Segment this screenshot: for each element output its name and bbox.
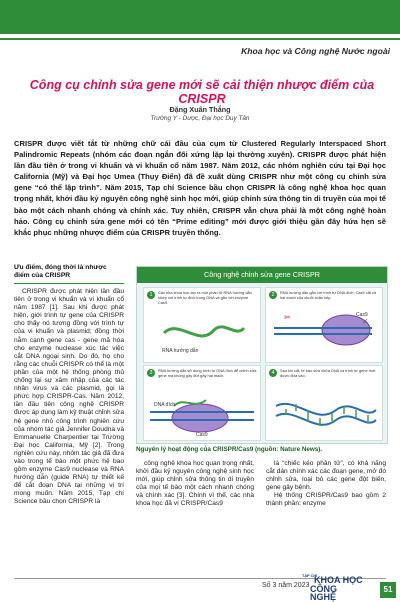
- dna-label: DNA đích: [154, 402, 176, 408]
- body-paragraph: Hệ thống CRISPR/Cas9 bao gồm 2 thành phần: enzyme: [266, 492, 386, 508]
- figure-crispr: [136, 266, 388, 444]
- panel-text: Các nhà khoa học tạo ra một phân tử RNA hướng dẫn khớp với trình tự đích trong DNA và gắn với enzyme Cas9.: [158, 290, 252, 305]
- body-column-1: [14, 288, 124, 507]
- top-banner-fill: [0, 0, 400, 34]
- article-abstract: [14, 138, 386, 238]
- logo-line-1: KHOA HỌC: [314, 575, 363, 585]
- abstract-text: CRISPR được viết tắt từ những chữ cái đầu của cụm từ Clustered Regularly Interspaced Short Palindromic Repeats (nhóm các đoạn ngắn đối xứng lặp lại thường xuyên). CRISPR được phát hiện lần đầu tiên ở trong vi khuẩn và vi khuẩn cổ năm 1987. Năm 2012, các nhóm nghiên cứu tại Đại học California (Mỹ) và Đại học Umea (Thụy Điển) đã đề xuất dùng CRISPR như một công cụ chỉnh sửa gene “có thể lập trình”. Năm 2015, Tạp chí Science bầu chọn CRISPR là công nghệ khoa học quan trọng nhất, khởi đầu kỷ nguyên công nghệ sinh học mới, giúp chỉnh sửa thông tin di truyền của mọi tế bào một cách nhanh chóng và chính xác. Tuy nhiên, CRISPR vẫn chưa phải là một công nghệ hoàn hảo. Công cụ chỉnh sửa gene mới có tên “Prime editing” mới được giới thiệu gần đây hứa hẹn sẽ khắc phục những nhược điểm của CRISPR truyền thống.: [14, 139, 386, 237]
- page-number: 51: [380, 582, 396, 598]
- body-paragraph: CRISPR được phát hiện lần đầu tiên ở trong vi khuẩn và vi khuẩn cổ năm 1987 [1]. Sau khi được phát hiện, giới trình tự gene của CRISPR cho thấy nó tương đồng với trình tự của vi khuẩn và plasmid; đồng thời nằm cạnh gene cas - gene mã hóa cho enzyme nuclease xúc tác việc cắt DNA ngoại sinh. Do đó, họ cho rằng các chuỗi CRISPR có thể là một phần của một hệ thống phòng thủ chống lại sự xâm nhập của các tác nhân virus và các plasmid, gọi là phức hợp CRISPR-Cas. Năm 2012, lần đầu tiên công nghệ CRISPR được áp dụng làm kỹ thuật chỉnh sửa hệ gene nhỏ công trình nghiên cứu của nhóm tác giả Jennifer Doudna và Emmanuelle Charpentier tại Trường Đại học California, Mỹ [2]. Trong nghiên cứu này, nhóm tác giả đã đưa vào trong tế bào một phức hệ bao gồm enzyme Cas9 nuclease và RNA hướng dẫn (guide RNA) tự thiết kế để cắt đoạn DNA tại những vị trí mong muốn. Năm 2015, Tạp chí Science bầu chọn CRISPR là: [14, 288, 124, 506]
- logo-small-text: TẠP CHÍ: [302, 574, 318, 578]
- issue-label: Số 3 năm 2023: [262, 582, 310, 589]
- body-paragraph: công nghệ khoa học quan trọng nhất, khởi đầu kỷ nguyên công nghệ sinh học mới, giúp chỉnh sửa thông tin di truyền của mọi tế bào một cách nhanh chóng và chính xác [3]. Chính vì thế, các nhà khoa học đã ví CRISPR/Cas9: [136, 460, 254, 508]
- figure-title: Công nghệ chỉnh sửa gene CRISPR: [137, 267, 387, 283]
- panel-illustration: [144, 288, 260, 362]
- cas9-label: Cas9: [356, 312, 368, 318]
- cas9-label: Cas9: [196, 432, 208, 438]
- top-banner-line: [0, 38, 400, 40]
- panel-number: 4: [269, 369, 277, 377]
- magazine-logo: [302, 574, 364, 602]
- figure-caption: Nguyên lý hoạt động của CRISPR/Cas9 (nguồn: Nature News).: [136, 446, 323, 453]
- logo-line-2: CÔNG NGHỆ: [310, 584, 337, 602]
- figure-panel-3: [143, 365, 261, 441]
- panel-number: 2: [269, 291, 277, 299]
- author-affiliation: Trường Y - Dược, Đại học Duy Tân: [150, 115, 250, 122]
- body-paragraph: là “chiếc kéo phân tử”, có khả năng cắt dán chính xác các đoạn gene, mở đó chỉnh sửa, loại bỏ các gene đột biến, gene gây bệnh.: [266, 460, 386, 492]
- panel-illustration: [144, 366, 260, 440]
- body-column-2: [136, 460, 254, 509]
- figure-panel-2: [265, 287, 383, 363]
- figure-panel-4: [265, 365, 383, 441]
- panel-illustration: [266, 366, 382, 440]
- body-column-3: [266, 460, 386, 509]
- panel-text: RNA hướng dẫn gắn với trình tự DNA đích; Cas9 cắt cả hai mạch của chuỗi xoắn kép.: [280, 290, 377, 300]
- panel-number: 1: [147, 291, 155, 299]
- panel-text: Sau khi cắt, tế bào sửa chữa DNA và trình tự gene mới được đưa vào.: [280, 368, 376, 378]
- panel-number: 3: [147, 369, 155, 377]
- author-name: Đặng Xuân Thắng: [169, 105, 231, 114]
- panel-text: RNA hướng dẫn sử dụng trình tự DNA đích để chỉnh sửa gene mà không gây đứt gãy hai mạch.: [158, 368, 257, 378]
- section-subheading: Ưu điểm, đóng thời là nhược điểm của CRISPR: [14, 264, 124, 284]
- article-title: Công cụ chỉnh sửa gene mới sẽ cải thiện nhược điểm của CRISPR: [29, 78, 375, 106]
- rna-label: RNA hướng dẫn: [162, 348, 199, 354]
- top-banner: [0, 0, 400, 42]
- svg-text:✂: ✂: [284, 313, 291, 322]
- figure-panel-1: [143, 287, 261, 363]
- svg-text:✓: ✓: [362, 317, 369, 326]
- panel-illustration: [266, 288, 382, 362]
- section-label: Khoa học và Công nghệ Nước ngoài: [241, 46, 390, 56]
